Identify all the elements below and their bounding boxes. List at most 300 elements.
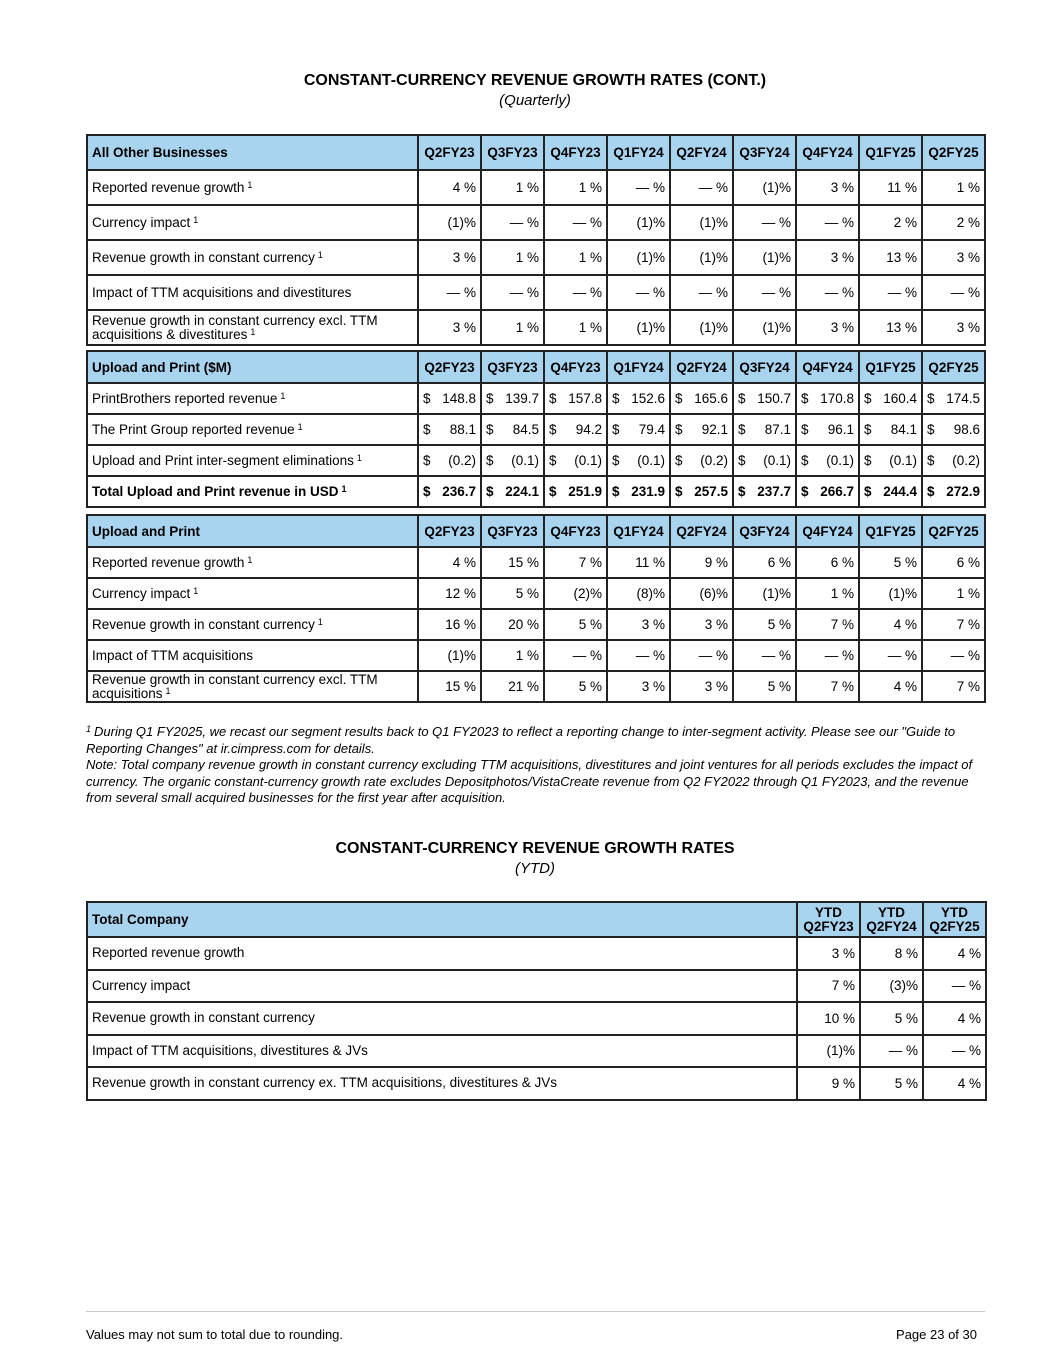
- value-cell: (1)%: [607, 240, 670, 275]
- currency-cell: [418, 383, 481, 414]
- period-header: [923, 902, 986, 937]
- value-cell: 4 %: [923, 937, 986, 970]
- value-cell: — %: [544, 205, 607, 240]
- currency-symbol: $: [612, 391, 620, 406]
- value-cell: 5 %: [733, 671, 796, 702]
- period-header: Q2FY24: [670, 351, 733, 383]
- currency-symbol: $: [801, 484, 809, 499]
- table-header-label: Total Company: [87, 902, 797, 937]
- currency-value: (0.1): [826, 453, 854, 468]
- currency-symbol: $: [486, 391, 494, 406]
- value-cell: 2 %: [859, 205, 922, 240]
- currency-symbol: $: [675, 422, 683, 437]
- currency-symbol: $: [612, 484, 620, 499]
- currency-symbol: $: [612, 422, 620, 437]
- value-cell: 3 %: [670, 609, 733, 640]
- currency-value: (0.1): [574, 453, 602, 468]
- footnote-marker: 1: [280, 390, 286, 401]
- value-cell: 7 %: [797, 970, 860, 1003]
- currency-cell: [859, 476, 922, 507]
- footnote-marker: 1: [341, 483, 347, 494]
- currency-symbol: $: [549, 422, 557, 437]
- value-cell: — %: [544, 640, 607, 671]
- currency-symbol: $: [927, 391, 935, 406]
- value-cell: 15 %: [418, 671, 481, 702]
- value-cell: — %: [923, 1035, 986, 1068]
- currency-symbol: $: [738, 391, 746, 406]
- currency-value: 84.1: [890, 422, 917, 437]
- value-cell: 12 %: [418, 578, 481, 609]
- value-cell: 3 %: [418, 310, 481, 345]
- row-label-text: Revenue growth in constant currency: [92, 249, 315, 265]
- value-cell: 3 %: [796, 310, 859, 345]
- ytd-subtitle: (YTD): [515, 860, 555, 877]
- currency-cell: [859, 414, 922, 445]
- value-cell: — %: [544, 275, 607, 310]
- currency-cell: [481, 476, 544, 507]
- table-row: [87, 445, 985, 476]
- ytd-total-company-table: [86, 901, 987, 1101]
- currency-cell: [733, 476, 796, 507]
- period-header: Q1FY25: [859, 135, 922, 170]
- period-header: Q3FY24: [733, 351, 796, 383]
- currency-cell: [922, 383, 985, 414]
- currency-cell: [481, 414, 544, 445]
- value-cell: (1)%: [418, 640, 481, 671]
- value-cell: 3 %: [607, 609, 670, 640]
- table-row: [87, 1002, 986, 1035]
- value-cell: (1)%: [670, 205, 733, 240]
- value-cell: (2)%: [544, 578, 607, 609]
- currency-cell: [733, 414, 796, 445]
- currency-symbol: $: [864, 391, 872, 406]
- value-cell: — %: [733, 275, 796, 310]
- currency-cell: [607, 476, 670, 507]
- value-cell: — %: [481, 275, 544, 310]
- currency-value: 160.4: [883, 391, 917, 406]
- currency-symbol: $: [549, 484, 557, 499]
- table-header-row: [87, 135, 985, 170]
- value-cell: — %: [607, 640, 670, 671]
- currency-symbol: $: [486, 453, 494, 468]
- currency-symbol: $: [738, 422, 746, 437]
- currency-cell: [670, 383, 733, 414]
- value-cell: 6 %: [922, 547, 985, 578]
- value-cell: 1 %: [922, 170, 985, 205]
- currency-symbol: $: [864, 422, 872, 437]
- row-label-text: Currency impact: [92, 977, 191, 993]
- currency-cell: [859, 383, 922, 414]
- period-header: Q4FY23: [544, 135, 607, 170]
- row-label: [87, 275, 418, 310]
- footnote-marker: 1: [247, 554, 253, 565]
- currency-value: 231.9: [631, 484, 665, 499]
- value-cell: 16 %: [418, 609, 481, 640]
- value-cell: 1 %: [481, 310, 544, 345]
- currency-symbol: $: [738, 484, 746, 499]
- value-cell: (8)%: [607, 578, 670, 609]
- currency-value: (0.2): [448, 453, 476, 468]
- row-label: [87, 1002, 797, 1035]
- currency-value: 92.1: [701, 422, 728, 437]
- row-label-text: Reported revenue growth: [92, 179, 245, 195]
- value-cell: 6 %: [733, 547, 796, 578]
- ytd-title: CONSTANT-CURRENCY REVENUE GROWTH RATES: [335, 840, 735, 857]
- period-header: Q2FY23: [418, 135, 481, 170]
- currency-value: 170.8: [820, 391, 854, 406]
- footnote-1-text: During Q1 FY2025, we recast our segment results back to Q1 FY2023 to reflect a reporting change to inter-segment activity. Please see our "Guide to Reporting Changes" at ir.cimpress.com for details.: [86, 724, 956, 756]
- period-header-line2: Q2FY24: [866, 918, 917, 934]
- value-cell: 1 %: [922, 578, 985, 609]
- currency-symbol: $: [801, 453, 809, 468]
- currency-value: 88.1: [449, 422, 476, 437]
- all-other-businesses-table: [86, 134, 986, 346]
- currency-cell: [796, 445, 859, 476]
- value-cell: — %: [670, 275, 733, 310]
- value-cell: (1)%: [797, 1035, 860, 1068]
- value-cell: 5 %: [860, 1067, 923, 1100]
- rounding-note: Values may not sum to total due to rounding.: [86, 1327, 344, 1342]
- currency-symbol: $: [675, 453, 683, 468]
- period-header: Q1FY24: [607, 515, 670, 547]
- row-label-text: Impact of TTM acquisitions, divestitures & JVs: [92, 1042, 368, 1058]
- row-label: [87, 205, 418, 240]
- footnote-marker: 1: [247, 179, 253, 190]
- upload-and-print-usd-table: [86, 350, 986, 508]
- row-label: [87, 671, 418, 702]
- value-cell: — %: [733, 205, 796, 240]
- value-cell: — %: [796, 275, 859, 310]
- currency-symbol: $: [423, 484, 431, 499]
- currency-cell: [922, 445, 985, 476]
- period-header: Q2FY25: [922, 135, 985, 170]
- period-header: Q1FY24: [607, 351, 670, 383]
- table-row: [87, 240, 985, 275]
- value-cell: (6)%: [670, 578, 733, 609]
- currency-cell: [733, 445, 796, 476]
- period-header: Q4FY24: [796, 351, 859, 383]
- value-cell: 1 %: [481, 640, 544, 671]
- value-cell: 1 %: [544, 170, 607, 205]
- row-label-text: Reported revenue growth: [92, 945, 245, 961]
- value-cell: (1)%: [670, 240, 733, 275]
- value-cell: 5 %: [733, 609, 796, 640]
- period-header: Q2FY24: [670, 135, 733, 170]
- value-cell: 3 %: [797, 937, 860, 970]
- currency-symbol: $: [864, 453, 872, 468]
- table-header-label: Upload and Print: [87, 515, 418, 547]
- footnote-marker: 1: [250, 326, 256, 337]
- period-header: [860, 902, 923, 937]
- table-row: [87, 310, 985, 345]
- table-row: [87, 275, 985, 310]
- value-cell: — %: [859, 275, 922, 310]
- currency-symbol: $: [423, 391, 431, 406]
- row-label: [87, 970, 797, 1003]
- value-cell: (1)%: [670, 310, 733, 345]
- period-header: Q4FY24: [796, 515, 859, 547]
- table-row: [87, 1067, 986, 1100]
- value-cell: 3 %: [418, 240, 481, 275]
- currency-value: 152.6: [631, 391, 665, 406]
- currency-cell: [544, 383, 607, 414]
- value-cell: 11 %: [607, 547, 670, 578]
- currency-symbol: $: [864, 484, 872, 499]
- value-cell: 3 %: [796, 240, 859, 275]
- currency-value: (0.1): [889, 453, 917, 468]
- value-cell: 4 %: [859, 671, 922, 702]
- currency-cell: [922, 414, 985, 445]
- value-cell: 7 %: [922, 609, 985, 640]
- value-cell: — %: [733, 640, 796, 671]
- currency-cell: [481, 383, 544, 414]
- currency-symbol: $: [675, 484, 683, 499]
- value-cell: 5 %: [544, 671, 607, 702]
- period-header-line1: YTD: [815, 904, 842, 920]
- period-header-line2: Q2FY23: [803, 918, 854, 934]
- currency-symbol: $: [927, 422, 935, 437]
- currency-value: 157.8: [568, 391, 602, 406]
- period-header: Q2FY23: [418, 515, 481, 547]
- row-label-text: Revenue growth in constant currency: [92, 1010, 315, 1026]
- upload-and-print-growth-table: [86, 514, 986, 703]
- quarterly-title: CONSTANT-CURRENCY REVENUE GROWTH RATES (CONT.): [303, 72, 767, 89]
- period-header: Q3FY24: [733, 135, 796, 170]
- row-label: [87, 383, 418, 414]
- currency-cell: [544, 414, 607, 445]
- period-header: Q3FY23: [481, 515, 544, 547]
- currency-symbol: $: [675, 391, 683, 406]
- value-cell: 4 %: [923, 1002, 986, 1035]
- currency-value: 165.6: [694, 391, 728, 406]
- row-label-text: Reported revenue growth: [92, 554, 245, 570]
- currency-symbol: $: [927, 453, 935, 468]
- row-label-text: Revenue growth in constant currency ex. TTM acquisitions, divestitures & JVs: [92, 1075, 557, 1091]
- table-row: [87, 578, 985, 609]
- value-cell: 3 %: [922, 310, 985, 345]
- period-header: Q4FY24: [796, 135, 859, 170]
- value-cell: 8 %: [860, 937, 923, 970]
- currency-symbol: $: [612, 453, 620, 468]
- value-cell: 5 %: [481, 578, 544, 609]
- currency-value: 266.7: [820, 484, 854, 499]
- value-cell: — %: [859, 640, 922, 671]
- value-cell: — %: [418, 275, 481, 310]
- table-header-row: [87, 515, 985, 547]
- row-label: [87, 170, 418, 205]
- period-header: Q1FY24: [607, 135, 670, 170]
- currency-cell: [607, 383, 670, 414]
- value-cell: 5 %: [859, 547, 922, 578]
- value-cell: — %: [860, 1035, 923, 1068]
- value-cell: 7 %: [544, 547, 607, 578]
- footnote-marker: 1: [356, 452, 362, 463]
- row-label-text: Impact of TTM acquisitions: [92, 647, 254, 663]
- value-cell: (1)%: [733, 240, 796, 275]
- value-cell: 9 %: [797, 1067, 860, 1100]
- row-label: [87, 1035, 797, 1068]
- currency-cell: [481, 445, 544, 476]
- row-label: [87, 414, 418, 445]
- currency-value: 139.7: [505, 391, 539, 406]
- value-cell: 9 %: [670, 547, 733, 578]
- currency-value: (0.1): [763, 453, 791, 468]
- value-cell: 3 %: [607, 671, 670, 702]
- row-label-text: Revenue growth in constant currency: [92, 616, 315, 632]
- row-label-text: PrintBrothers reported revenue: [92, 390, 278, 406]
- currency-cell: [733, 383, 796, 414]
- currency-symbol: $: [801, 422, 809, 437]
- value-cell: 7 %: [796, 671, 859, 702]
- currency-cell: [670, 445, 733, 476]
- row-label-text: Total Upload and Print revenue in USD: [92, 483, 339, 499]
- value-cell: (1)%: [859, 578, 922, 609]
- table-header-row: [87, 902, 986, 937]
- value-cell: 1 %: [544, 240, 607, 275]
- period-header: Q2FY25: [922, 515, 985, 547]
- value-cell: 7 %: [922, 671, 985, 702]
- value-cell: (1)%: [733, 170, 796, 205]
- currency-value: 257.5: [694, 484, 728, 499]
- currency-value: 79.4: [638, 422, 665, 437]
- period-header: [797, 902, 860, 937]
- row-label: [87, 240, 418, 275]
- currency-value: (0.1): [511, 453, 539, 468]
- currency-symbol: $: [549, 391, 557, 406]
- footnote-marker: 1: [165, 685, 171, 696]
- currency-cell: [418, 414, 481, 445]
- footnote-note: Note: Total company revenue growth in constant currency excluding TTM acquisitions, divestitures and joint ventures for all periods excludes the impact of currency. The organic constant-currency growth rate excludes Depositphotos/VistaCreate revenue from Q2 FY2022 through Q1 FY2023, and the revenue from several small acquired businesses for the first year after acquisition.: [86, 757, 973, 805]
- period-header: Q3FY23: [481, 135, 544, 170]
- period-header-line2: Q2FY25: [929, 918, 980, 934]
- value-cell: — %: [607, 275, 670, 310]
- currency-cell: [796, 414, 859, 445]
- currency-cell: [607, 445, 670, 476]
- row-label: [87, 1067, 797, 1100]
- value-cell: 2 %: [922, 205, 985, 240]
- currency-cell: [922, 476, 985, 507]
- row-label: [87, 937, 797, 970]
- period-header: Q1FY25: [859, 351, 922, 383]
- currency-cell: [418, 445, 481, 476]
- currency-cell: [796, 476, 859, 507]
- currency-value: 236.7: [442, 484, 476, 499]
- currency-cell: [670, 414, 733, 445]
- value-cell: 10 %: [797, 1002, 860, 1035]
- footnote-marker: 1: [317, 249, 323, 260]
- row-label: [87, 609, 418, 640]
- table-row: [87, 383, 985, 414]
- value-cell: — %: [923, 970, 986, 1003]
- footnote-marker: 1: [193, 214, 199, 225]
- row-label: [87, 547, 418, 578]
- row-label: [87, 640, 418, 671]
- value-cell: 5 %: [860, 1002, 923, 1035]
- value-cell: — %: [922, 275, 985, 310]
- value-cell: (1)%: [418, 205, 481, 240]
- table-row: [87, 640, 985, 671]
- period-header-line1: YTD: [941, 904, 968, 920]
- period-header: Q2FY24: [670, 515, 733, 547]
- row-label-text: Currency impact: [92, 214, 191, 230]
- currency-symbol: $: [549, 453, 557, 468]
- period-header: Q4FY23: [544, 515, 607, 547]
- row-label: [87, 578, 418, 609]
- table-row: [87, 1035, 986, 1068]
- currency-symbol: $: [738, 453, 746, 468]
- value-cell: 15 %: [481, 547, 544, 578]
- value-cell: — %: [922, 640, 985, 671]
- footnote-marker: 1: [317, 616, 323, 627]
- currency-value: 150.7: [757, 391, 791, 406]
- value-cell: — %: [670, 170, 733, 205]
- currency-value: 148.8: [442, 391, 476, 406]
- currency-value: 94.2: [575, 422, 602, 437]
- value-cell: (1)%: [733, 310, 796, 345]
- value-cell: 20 %: [481, 609, 544, 640]
- currency-value: 87.1: [764, 422, 791, 437]
- row-label-text: Impact of TTM acquisitions and divestitures: [92, 284, 352, 300]
- currency-value: 237.7: [757, 484, 791, 499]
- row-label: [87, 476, 418, 507]
- value-cell: 6 %: [796, 547, 859, 578]
- value-cell: 3 %: [922, 240, 985, 275]
- currency-cell: [796, 383, 859, 414]
- value-cell: 1 %: [481, 170, 544, 205]
- value-cell: 4 %: [418, 547, 481, 578]
- currency-value: 244.4: [883, 484, 917, 499]
- table-row: [87, 547, 985, 578]
- value-cell: — %: [796, 205, 859, 240]
- footnote-marker: 1: [297, 421, 303, 432]
- table-row: [87, 609, 985, 640]
- currency-value: 98.6: [953, 422, 980, 437]
- currency-cell: [670, 476, 733, 507]
- period-header: Q3FY23: [481, 351, 544, 383]
- currency-symbol: $: [486, 422, 494, 437]
- currency-value: 272.9: [946, 484, 980, 499]
- value-cell: 5 %: [544, 609, 607, 640]
- value-cell: — %: [607, 170, 670, 205]
- currency-symbol: $: [801, 391, 809, 406]
- table-row: [87, 205, 985, 240]
- table-row: [87, 414, 985, 445]
- footer-divider: [86, 1311, 985, 1312]
- value-cell: (3)%: [860, 970, 923, 1003]
- footnote-marker: 1: [86, 724, 92, 734]
- value-cell: 4 %: [859, 609, 922, 640]
- value-cell: (1)%: [607, 310, 670, 345]
- table-header-label: All Other Businesses: [87, 135, 418, 170]
- currency-value: 96.1: [827, 422, 854, 437]
- currency-symbol: $: [423, 453, 431, 468]
- page-number: Page 23 of 30: [896, 1327, 977, 1342]
- currency-value: (0.2): [952, 453, 980, 468]
- value-cell: 4 %: [923, 1067, 986, 1100]
- period-header-line1: YTD: [878, 904, 905, 920]
- currency-cell: [859, 445, 922, 476]
- row-label-text: Currency impact: [92, 585, 191, 601]
- value-cell: 1 %: [544, 310, 607, 345]
- footnote-1: [86, 724, 986, 757]
- table-row: [87, 476, 985, 507]
- period-header: Q4FY23: [544, 351, 607, 383]
- currency-cell: [544, 445, 607, 476]
- value-cell: 4 %: [418, 170, 481, 205]
- table-row: [87, 937, 986, 970]
- row-label-text: Revenue growth in constant currency excl. TTM acquisitions: [92, 671, 378, 701]
- value-cell: 13 %: [859, 240, 922, 275]
